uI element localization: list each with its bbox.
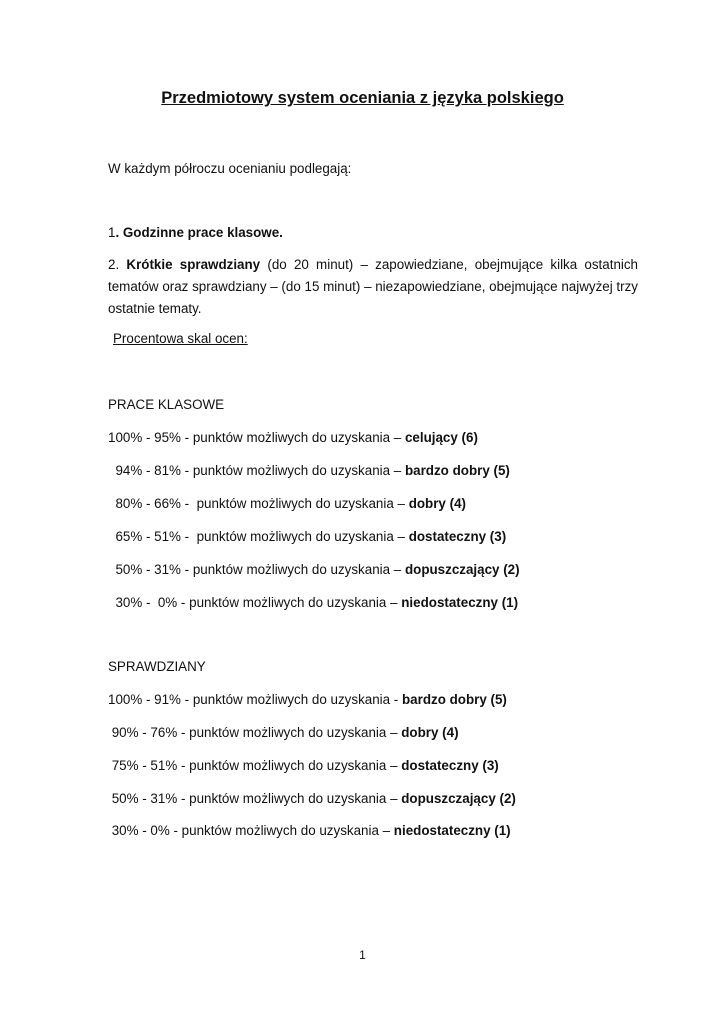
grade-label: dobry (4) bbox=[401, 725, 459, 740]
page-title: Przedmiotowy system oceniania z języka polskiego bbox=[161, 89, 564, 107]
grade-row bbox=[108, 561, 520, 579]
list-item-1-label: . Godzinne prace klasowe. bbox=[115, 225, 283, 240]
list-item-1 bbox=[108, 224, 283, 242]
grade-range: 94% - 81% - punktów możliwych do uzyskania – bbox=[108, 463, 405, 478]
grade-row bbox=[108, 724, 459, 742]
sprawdziany-heading: SPRAWDZIANY bbox=[108, 659, 206, 674]
list-item-2-text: (do 20 minut) – zapowiedziane, obejmujące kilka ostatnich tematów oraz sprawdziany – (do 15 minut) – niezapowiedziane, obejmujące najwyżej trzy ostatnie tematy. bbox=[108, 257, 639, 316]
grade-range: 50% - 31% - punktów możliwych do uzyskania – bbox=[108, 562, 405, 577]
grade-range: 100% - 91% - punktów możliwych do uzyskania - bbox=[108, 692, 402, 707]
prace-heading: PRACE KLASOWE bbox=[108, 397, 225, 412]
grade-label: niedostateczny (1) bbox=[393, 823, 511, 838]
grade-label: dostateczny (3) bbox=[408, 529, 507, 544]
grade-label: dopuszczający (2) bbox=[401, 791, 516, 806]
grade-label: dobry (4) bbox=[408, 496, 466, 511]
grade-label: dopuszczający (2) bbox=[404, 562, 520, 577]
grade-row bbox=[108, 822, 511, 840]
grade-row bbox=[108, 429, 478, 447]
list-item-2-label: Krótkie sprawdziany bbox=[126, 257, 261, 272]
grade-label: niedostateczny (1) bbox=[401, 595, 519, 610]
grade-label: bardzo dobry (5) bbox=[401, 692, 507, 707]
page-number: 1 bbox=[359, 948, 366, 962]
scale-heading: Procentowa skal ocen: bbox=[113, 331, 248, 346]
grade-range: 30% - 0% - punktów możliwych do uzyskania – bbox=[108, 823, 394, 838]
grade-row bbox=[108, 594, 518, 612]
grade-row bbox=[108, 528, 506, 546]
grade-range: 50% - 31% - punktów możliwych do uzyskania – bbox=[108, 791, 402, 806]
list-item-2 bbox=[108, 254, 638, 320]
grade-row bbox=[108, 757, 499, 775]
grade-row bbox=[108, 462, 510, 480]
grade-range: 100% - 95% - punktów możliwych do uzyskania – bbox=[108, 430, 405, 445]
grade-label: dostateczny (3) bbox=[401, 758, 499, 773]
grade-label: celujący (6) bbox=[404, 430, 478, 445]
grade-range: 80% - 66% - punktów możliwych do uzyskania – bbox=[108, 496, 409, 511]
grade-range: 30% - 0% - punktów możliwych do uzyskania – bbox=[108, 595, 402, 610]
intro-text: W każdym półroczu ocenianiu podlegają: bbox=[108, 161, 352, 176]
list-item-1-number: 1 bbox=[108, 225, 116, 240]
grade-range: 75% - 51% - punktów możliwych do uzyskania – bbox=[108, 758, 402, 773]
list-item-2-number: 2. bbox=[108, 257, 127, 272]
grade-label: bardzo dobry (5) bbox=[404, 463, 510, 478]
grade-row bbox=[108, 790, 516, 808]
grade-row bbox=[108, 495, 466, 513]
grade-row bbox=[108, 691, 507, 709]
grade-range: 65% - 51% - punktów możliwych do uzyskania – bbox=[108, 529, 409, 544]
grade-range: 90% - 76% - punktów możliwych do uzyskania – bbox=[108, 725, 402, 740]
